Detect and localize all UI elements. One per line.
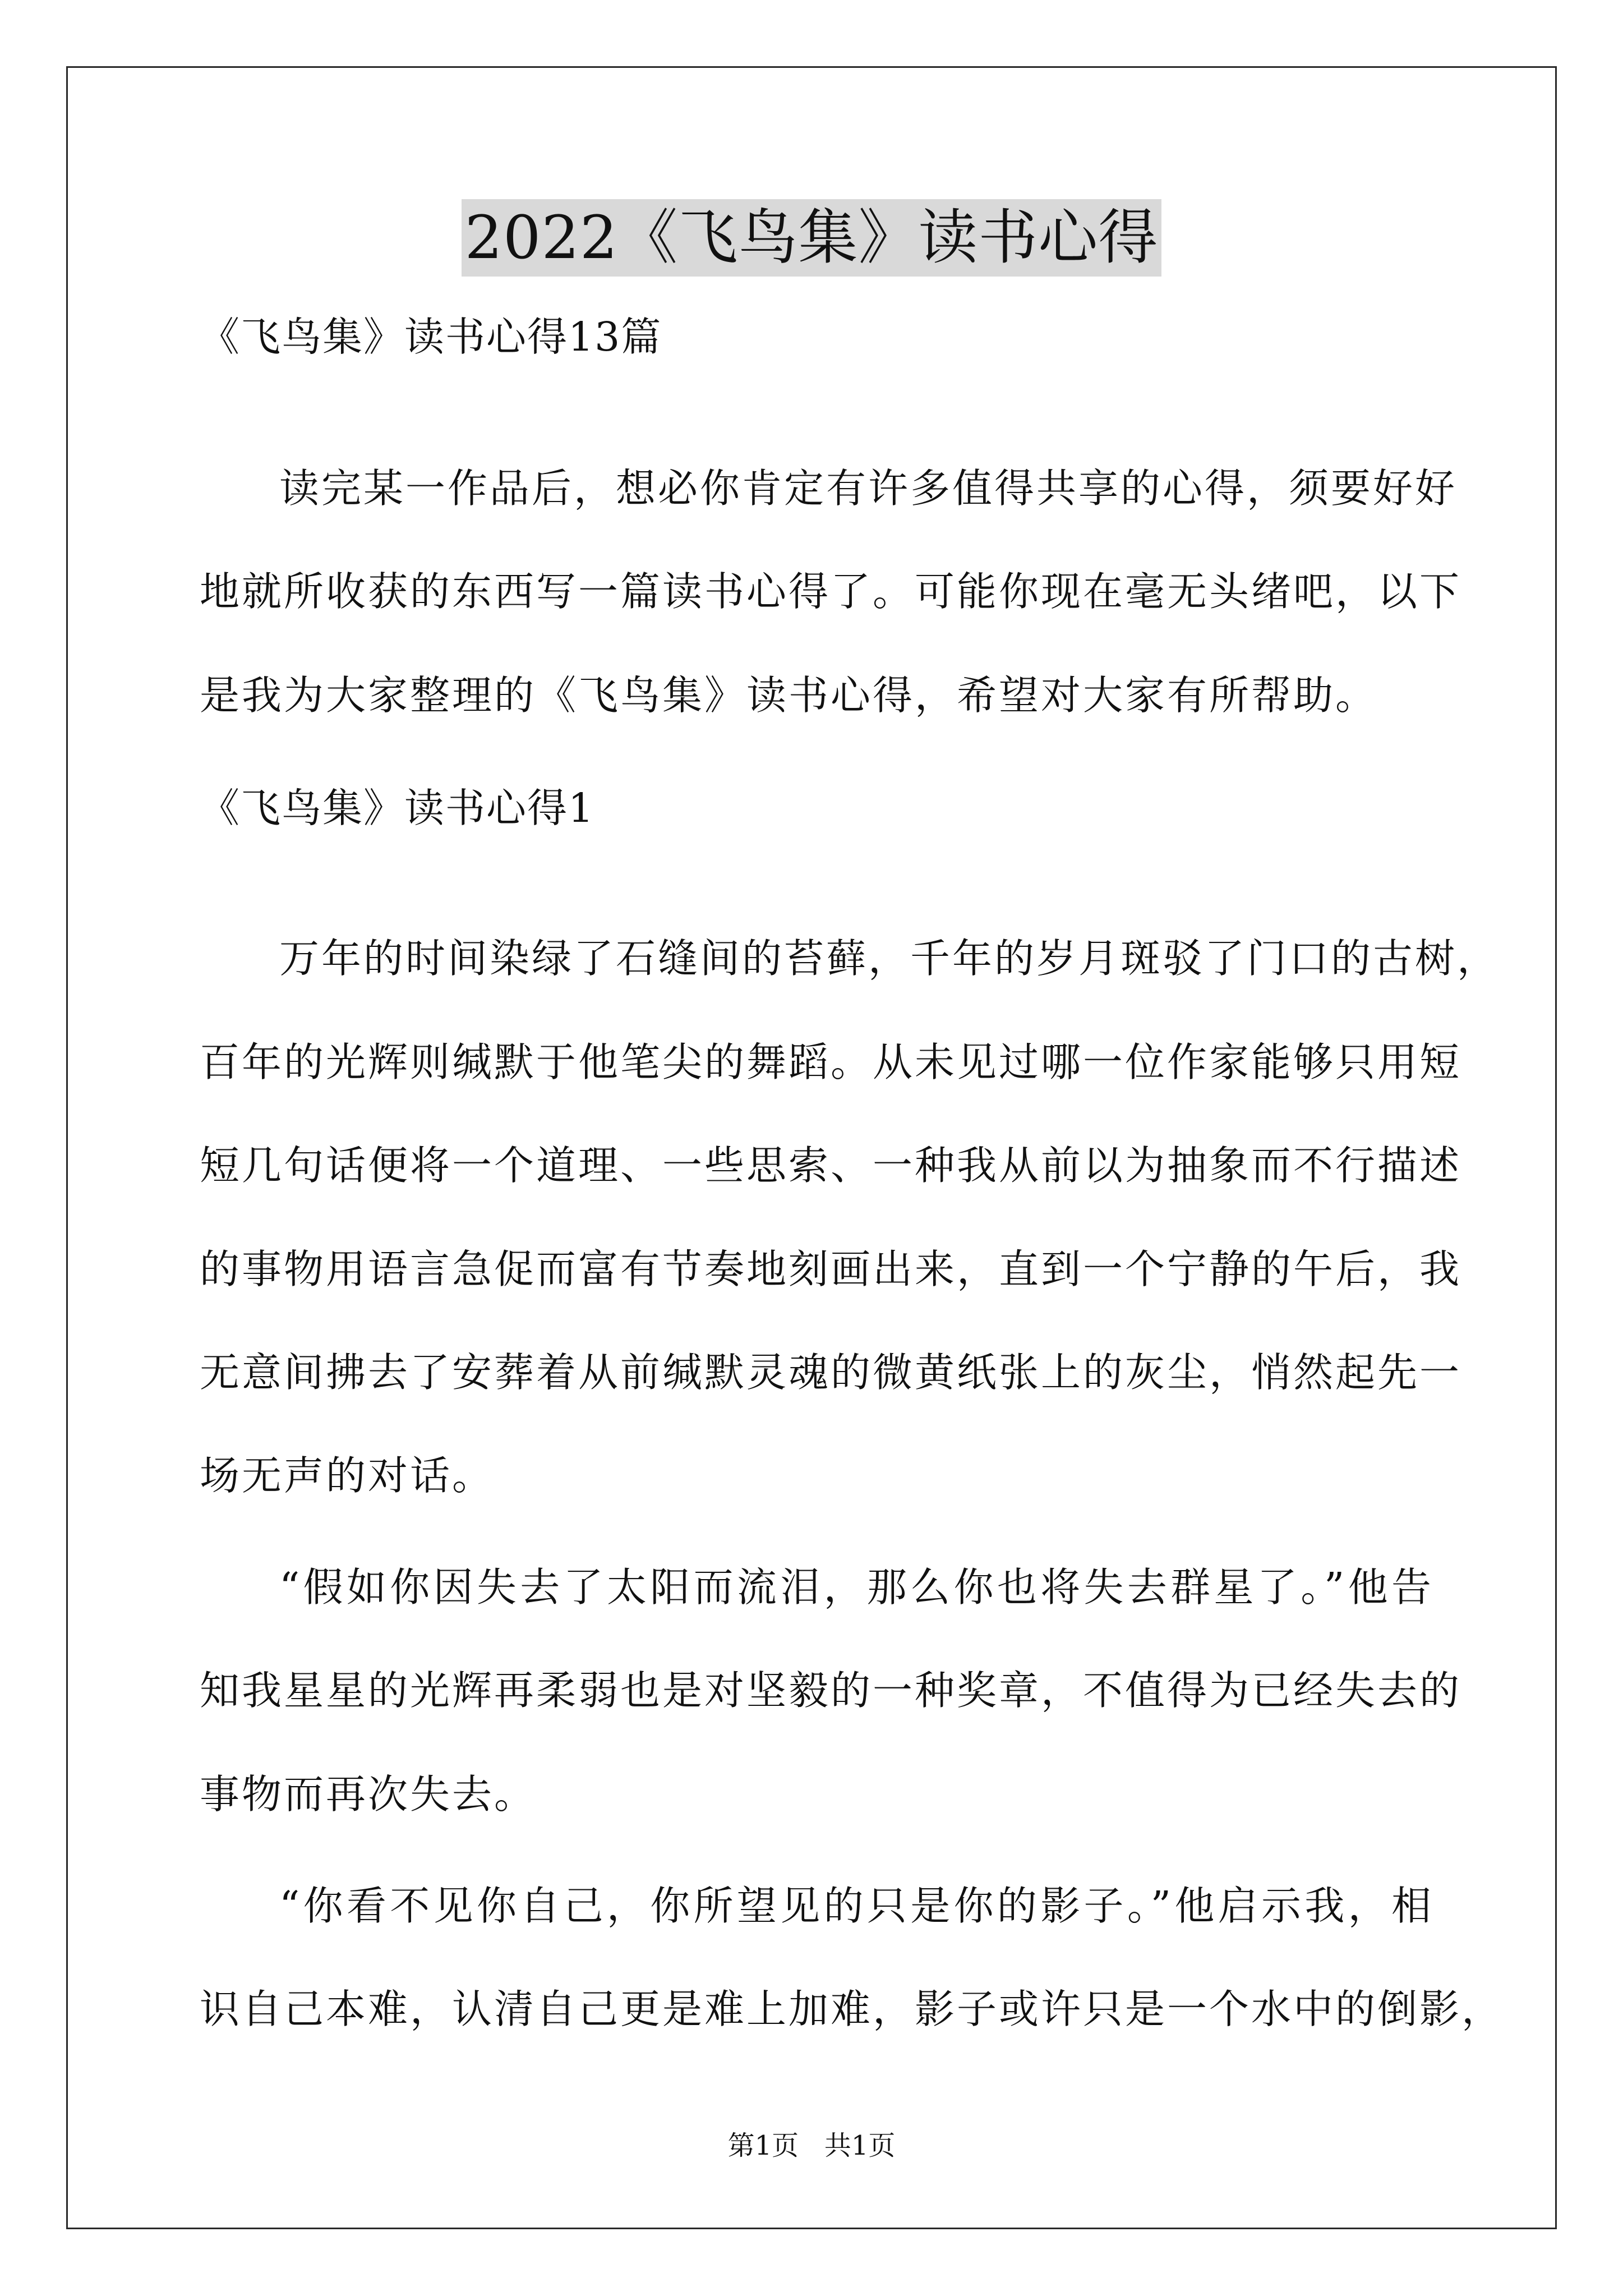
- body-line: 百年的光辉则缄默于他笔尖的舞蹈。从未见过哪一位作家能够只用短: [200, 1039, 1462, 1085]
- body-line: 事物而再次失去。: [200, 1771, 537, 1818]
- body-line: 地就所收获的东西写一篇读书心得了。可能你现在毫无头绪吧，以下: [200, 568, 1462, 615]
- body-line: 无意间拂去了安葬着从前缄默灵魂的微黄纸张上的灰尘，悄然起先一: [200, 1349, 1462, 1396]
- body-line: 短几句话便将一个道理、一些思索、一种我从前以为抽象而不行描述: [200, 1142, 1462, 1189]
- subtitle-line: 《飞鸟集》读书心得13篇: [200, 314, 662, 360]
- body-line: 场无声的对话。: [200, 1452, 495, 1499]
- title-container: [0, 199, 1623, 277]
- document-title: 2022《飞鸟集》读书心得: [462, 199, 1162, 277]
- body-line: 读完某一作品后，想必你肯定有许多值得共享的心得，须要好好: [279, 465, 1458, 512]
- body-line: 知我星星的光辉再柔弱也是对坚毅的一种奖章，不值得为已经失去的: [200, 1667, 1462, 1714]
- body-line: 的事物用语言急促而富有节奏地刻画出来，直到一个宁静的午后，我: [200, 1246, 1462, 1292]
- body-line: 万年的时间染绿了石缝间的苔藓，千年的岁月斑驳了门口的古树，: [279, 935, 1500, 982]
- body-line: “你看不见你自己，你所望见的只是你的影子。”他启示我，相: [279, 1883, 1433, 1929]
- page-number-footer: 第1页 共1页: [727, 2130, 896, 2161]
- body-line: 识自己本难，认清自己更是难上加难，影子或许只是一个水中的倒影，: [200, 1986, 1504, 2032]
- body-line: 是我为大家整理的《飞鸟集》读书心得，希望对大家有所帮助。: [200, 672, 1378, 719]
- section-heading: 《飞鸟集》读书心得1: [200, 785, 595, 831]
- body-line: “假如你因失去了太阳而流泪，那么你也将失去群星了。”他告: [279, 1564, 1433, 1611]
